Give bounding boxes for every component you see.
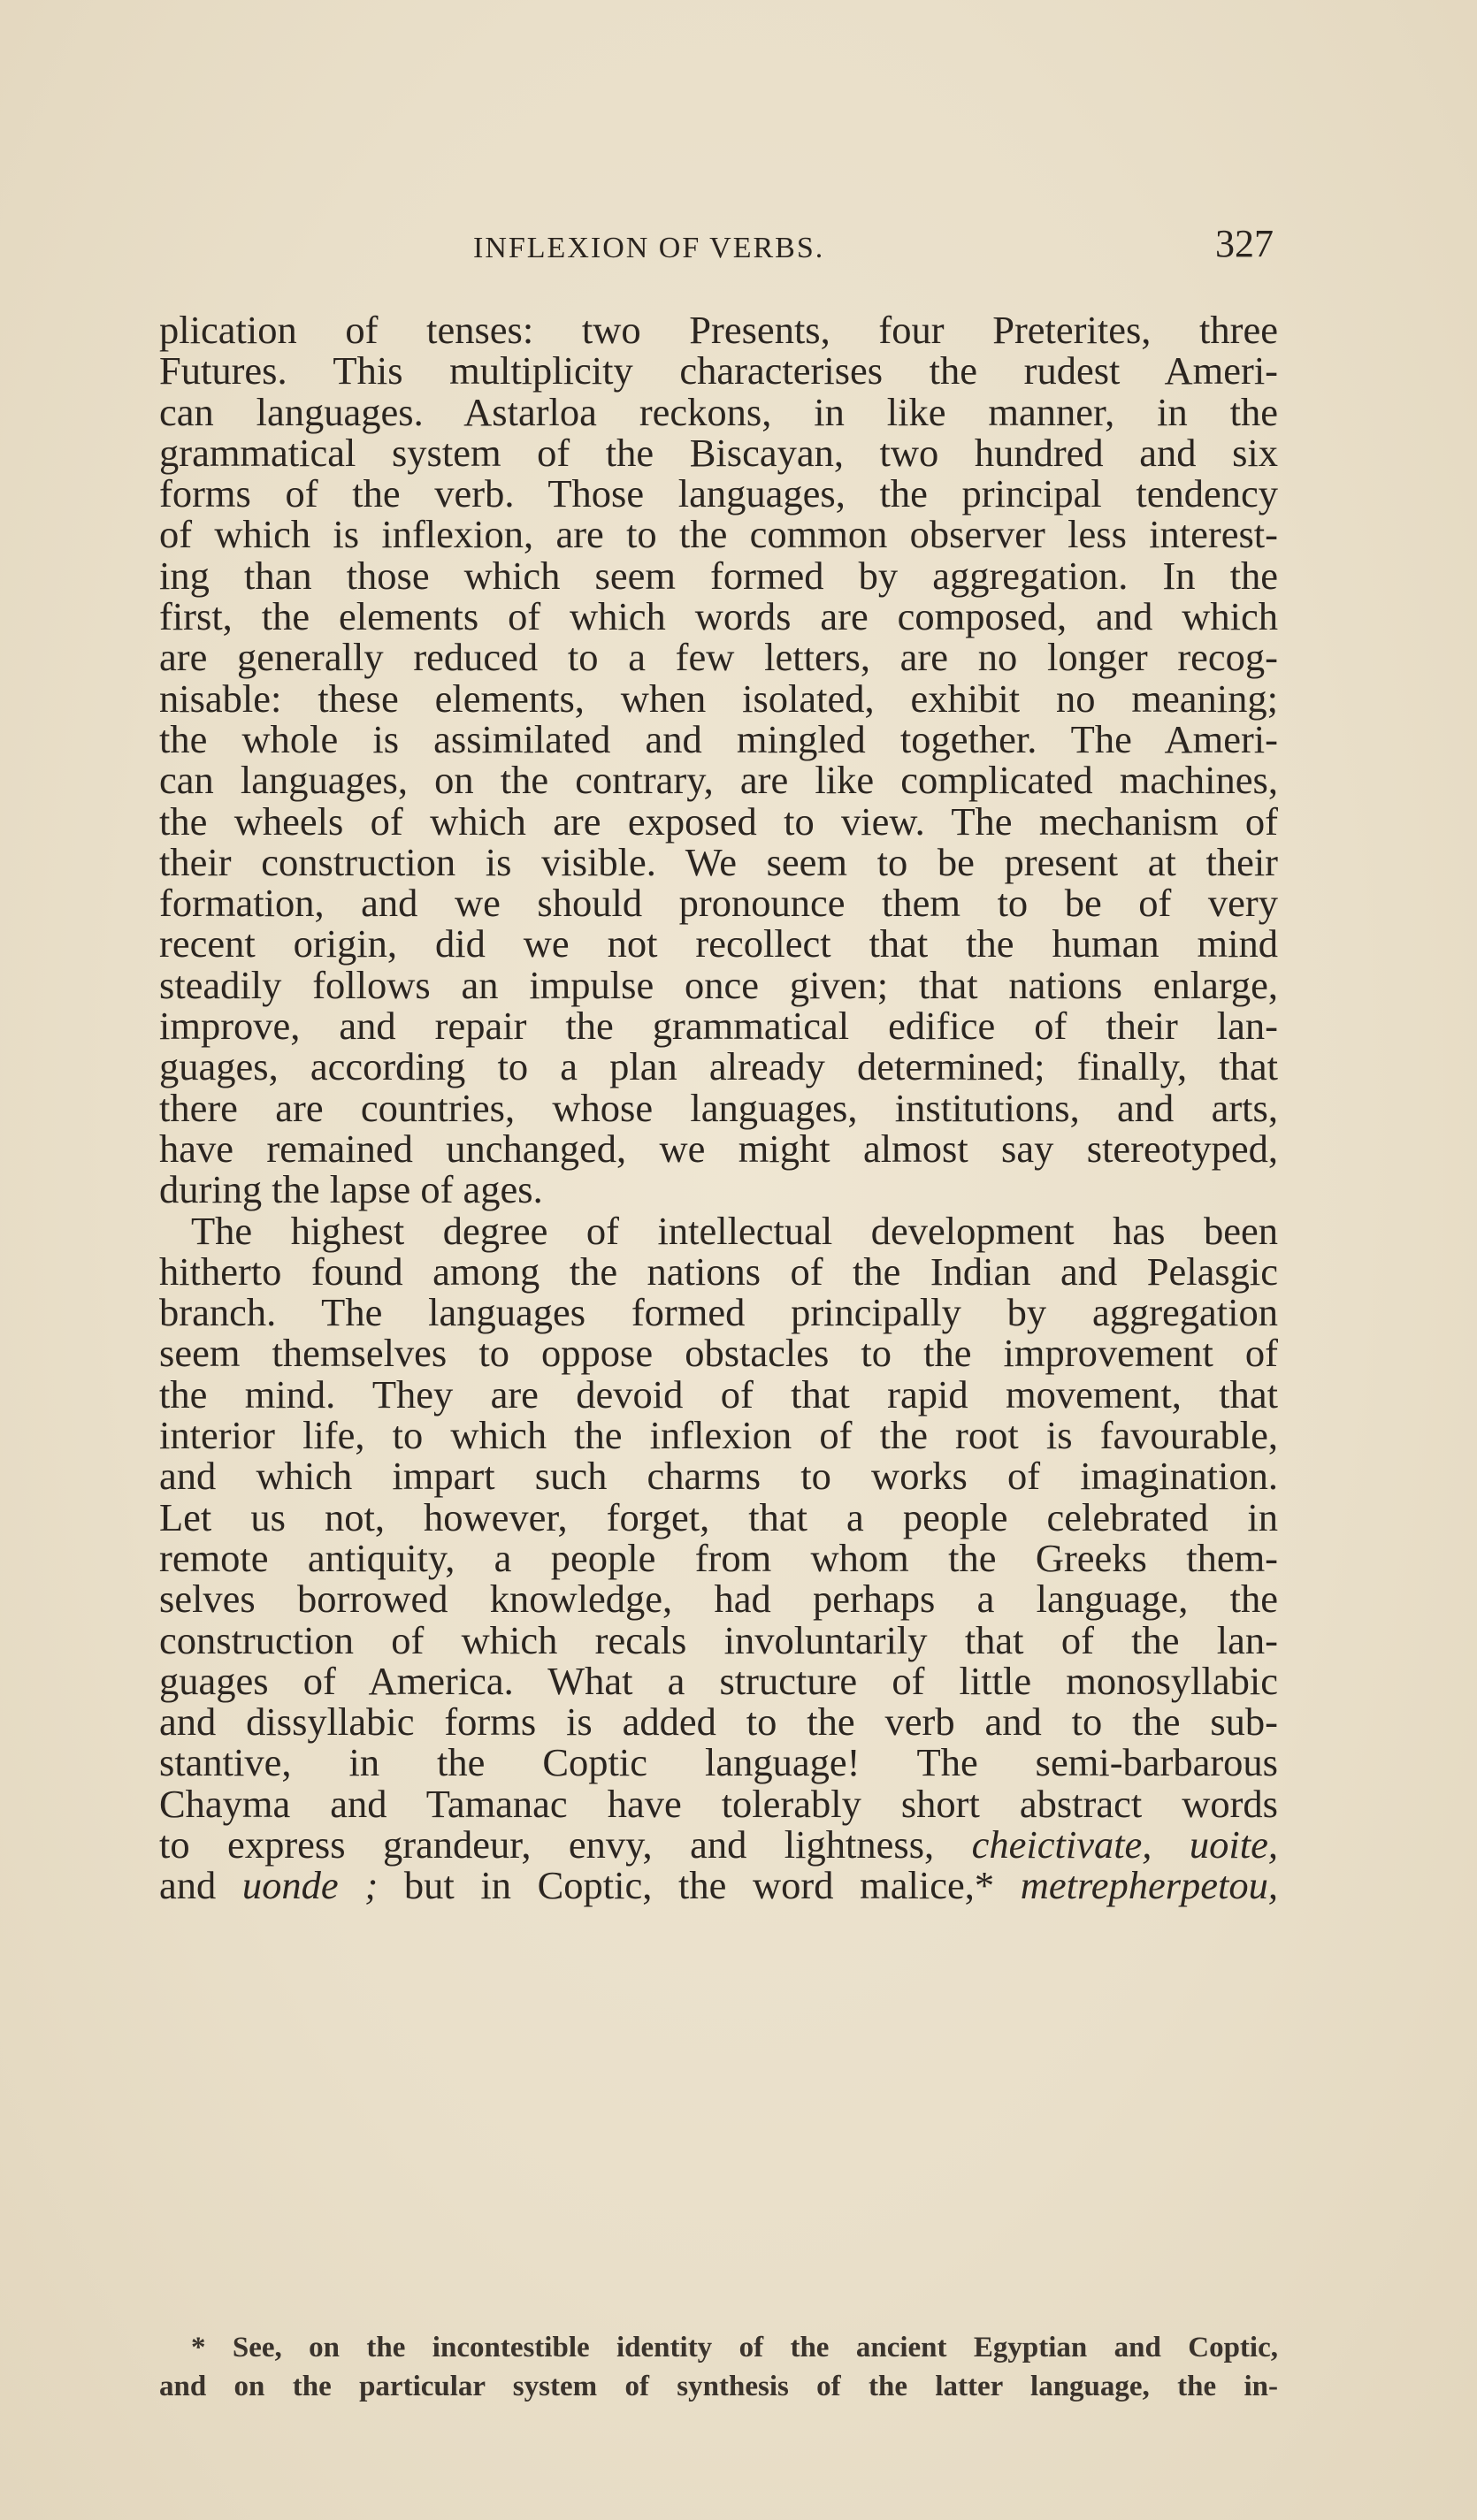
running-title: INFLEXION OF VERBS. [473,232,825,264]
text-line: of which is inflexion, are to the common observer less interest- [159,512,1278,557]
text-line: formation, and we should pronounce them to be of very [159,881,1278,926]
text-line: the mind. They are devoid of that rapid movement, that [159,1371,1278,1417]
text-line: recent origin, did we not recollect that the human mind [159,921,1278,966]
text-line: guages of America. What a structure of little monosyllabic [159,1658,1278,1703]
text-line: nisable: these elements, when isolated, exhibit no meaning; [159,676,1278,721]
text-line: improve, and repair the grammatical edifice of their lan- [159,1004,1278,1049]
text-line: are generally reduced to a few letters, are no longer recog- [159,635,1278,680]
text-line: the wheels of which are exposed to view. The mechanism of [159,798,1278,844]
text-line: can languages. Astarloa reckons, in like manner, in the [159,389,1278,434]
paragraph-end-line: during the lapse of ages. [159,1167,543,1212]
text-line: plication of tenses: two Presents, four Preterites, three [159,308,1278,352]
italic-words: cheictivate, uoite, [971,1821,1278,1867]
text-line: steadily follows an impulse once given; that nations enlarge, [159,962,1278,1007]
footnote-line: * See, on the incontestible identity of the ancient Egyptian and Coptic, [191,2332,1278,2363]
text-line: remote antiquity, a people from whom the Greeks them- [159,1535,1278,1580]
text-line: the whole is assimilated and mingled together. The Ameri- [159,716,1278,761]
text-line: ing than those which seem formed by aggregation. In the [159,553,1278,598]
text-line: forms of the verb. Those languages, the principal tendency [159,471,1278,516]
text-line-with-italics [159,1863,1279,1908]
text-segment: but in Coptic, the word malice,* [403,1863,995,1908]
text-segment: and [159,1863,217,1908]
text-line: Chayma and Tamanac have tolerably short abstract words [159,1781,1278,1826]
text-line: Futures. This multiplicity characterises the rudest Ameri- [159,348,1278,393]
footnote-line: and on the particular system of synthesis of the latter language, the in- [159,2371,1278,2402]
text-line: grammatical system of the Biscayan, two hundred and six [159,430,1278,475]
text-line: construction of which recals involuntarily that of the lan- [159,1617,1278,1662]
text-line: stantive, in the Coptic language! The semi-barbarous [159,1740,1278,1785]
footnote [159,2328,1278,2406]
text-line: there are countries, whose languages, institutions, and arts, [159,1085,1278,1130]
text-line: first, the elements of which words are composed, and which [159,594,1278,639]
body-text [159,309,1278,1906]
text-line: and which impart such charms to works of imagination. [159,1454,1278,1499]
text-line: guages, according to a plan already determined; finally, that [159,1044,1278,1089]
text-line: have remained unchanged, we might almost say stereotyped, [159,1126,1278,1171]
text-segment: to express grandeur, envy, and lightness, [159,1821,935,1867]
text-line: branch. The languages formed principally by aggregation [159,1290,1278,1335]
text-line: Let us not, however, forget, that a people celebrated in [159,1494,1278,1539]
italic-word: metrepherpetou, [1020,1863,1279,1908]
text-line: seem themselves to oppose obstacles to the improvement of [159,1331,1278,1376]
text-line-with-italics [159,1821,1278,1867]
text-line: and dissyllabic forms is added to the verb and to the sub- [159,1699,1278,1745]
text-line: hitherto found among the nations of the Indian and Pelasgic [159,1249,1278,1294]
paragraph-start-line: The highest degree of intellectual development has been [191,1208,1278,1253]
italic-word: uonde ; [241,1863,379,1908]
text-line: interior life, to which the inflexion of the root is favourable, [159,1413,1278,1458]
text-line: selves borrowed knowledge, had perhaps a language, the [159,1577,1278,1622]
page-number: 327 [1215,222,1274,265]
text-line: their construction is visible. We seem to be present at their [159,839,1278,884]
text-line: can languages, on the contrary, are like complicated machines, [159,758,1278,803]
